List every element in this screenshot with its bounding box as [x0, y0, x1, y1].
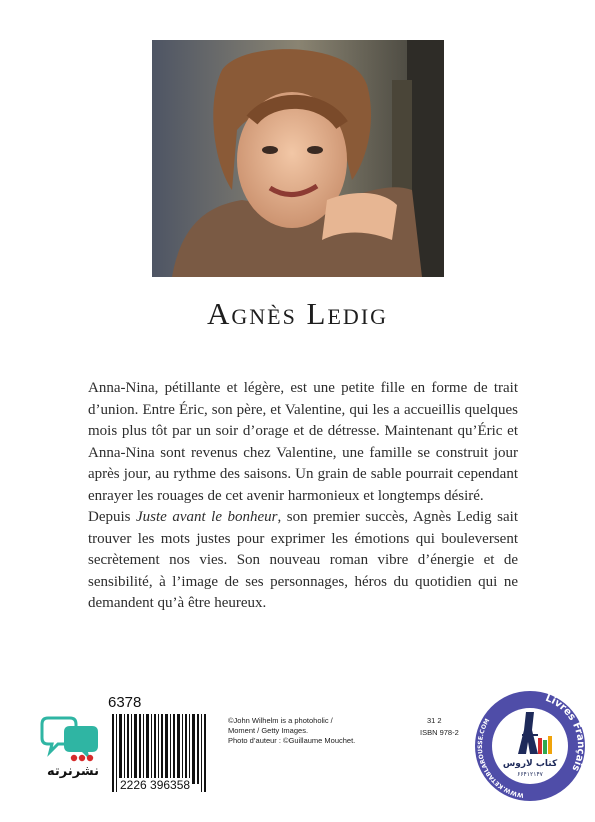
credits-line-3: Photo d’auteur : ©Guillaume Mouchet.: [228, 736, 356, 745]
photo-credits: [228, 716, 408, 746]
bookshop-stamp: [474, 690, 586, 802]
publisher-logo-text: نشرنرته: [47, 764, 99, 779]
back-cover-blurb: [88, 378, 518, 615]
blurb-p2-rest: , son premier succès, Agnès Ledig sait trouver les mots justes pour exprimer les émotions qui bouleversent secrètement nos vies. Son nouveau roman vibre d’énergie et de sensibilité, à l’image de ses personnages, héros du quotidien qui ne demandent qu’à être heureux.: [88, 509, 519, 611]
stamp-text-left: WWW.KETABLAROUSSE.COM: [476, 717, 525, 799]
stamp-center-text: کتاب لاروس: [502, 759, 558, 769]
blurb-paragraph-2: [88, 507, 518, 615]
author-name: Agnès Ledig: [206, 296, 389, 331]
blurb-paragraph-1: Anna-Nina, pétillante et légère, est une petite fille en forme de trait d’union. Entre Éric, son père, et Valentine, qui les a accueillis quelques mois plus tôt par un soir d’orage et de détresse. Maintenant qu’Éric et Anna-Nina sont revenus chez Valentine, une famille se construit jour après jour, au rythme des saisons. Un grain de sable pourrait cependant enrayer les rouages de cet avenir harmonieux et longtemps désiré.: [88, 380, 518, 504]
credits-line-1: ©John Wilhelm is a photoholic /: [228, 716, 333, 725]
stamp-text-right: Livres Français: [543, 692, 586, 773]
blurb-p2-intro: Depuis: [88, 509, 137, 525]
isbn-fragment: ISBN 978-2: [420, 728, 459, 737]
author-photo: [152, 40, 444, 277]
barcode-bottom-number: 2226 396358: [120, 778, 191, 792]
author-portrait-image: [152, 40, 444, 277]
credits-line-2: Moment / Getty Images.: [228, 726, 309, 735]
stamp-phone: ۶۶۴۱۲۱۴۷: [517, 771, 543, 778]
previous-book-title: Juste avant le bonheur: [136, 509, 278, 525]
barcode-top-number: 6378: [108, 694, 142, 711]
price-fragment: 31 2: [427, 716, 442, 725]
